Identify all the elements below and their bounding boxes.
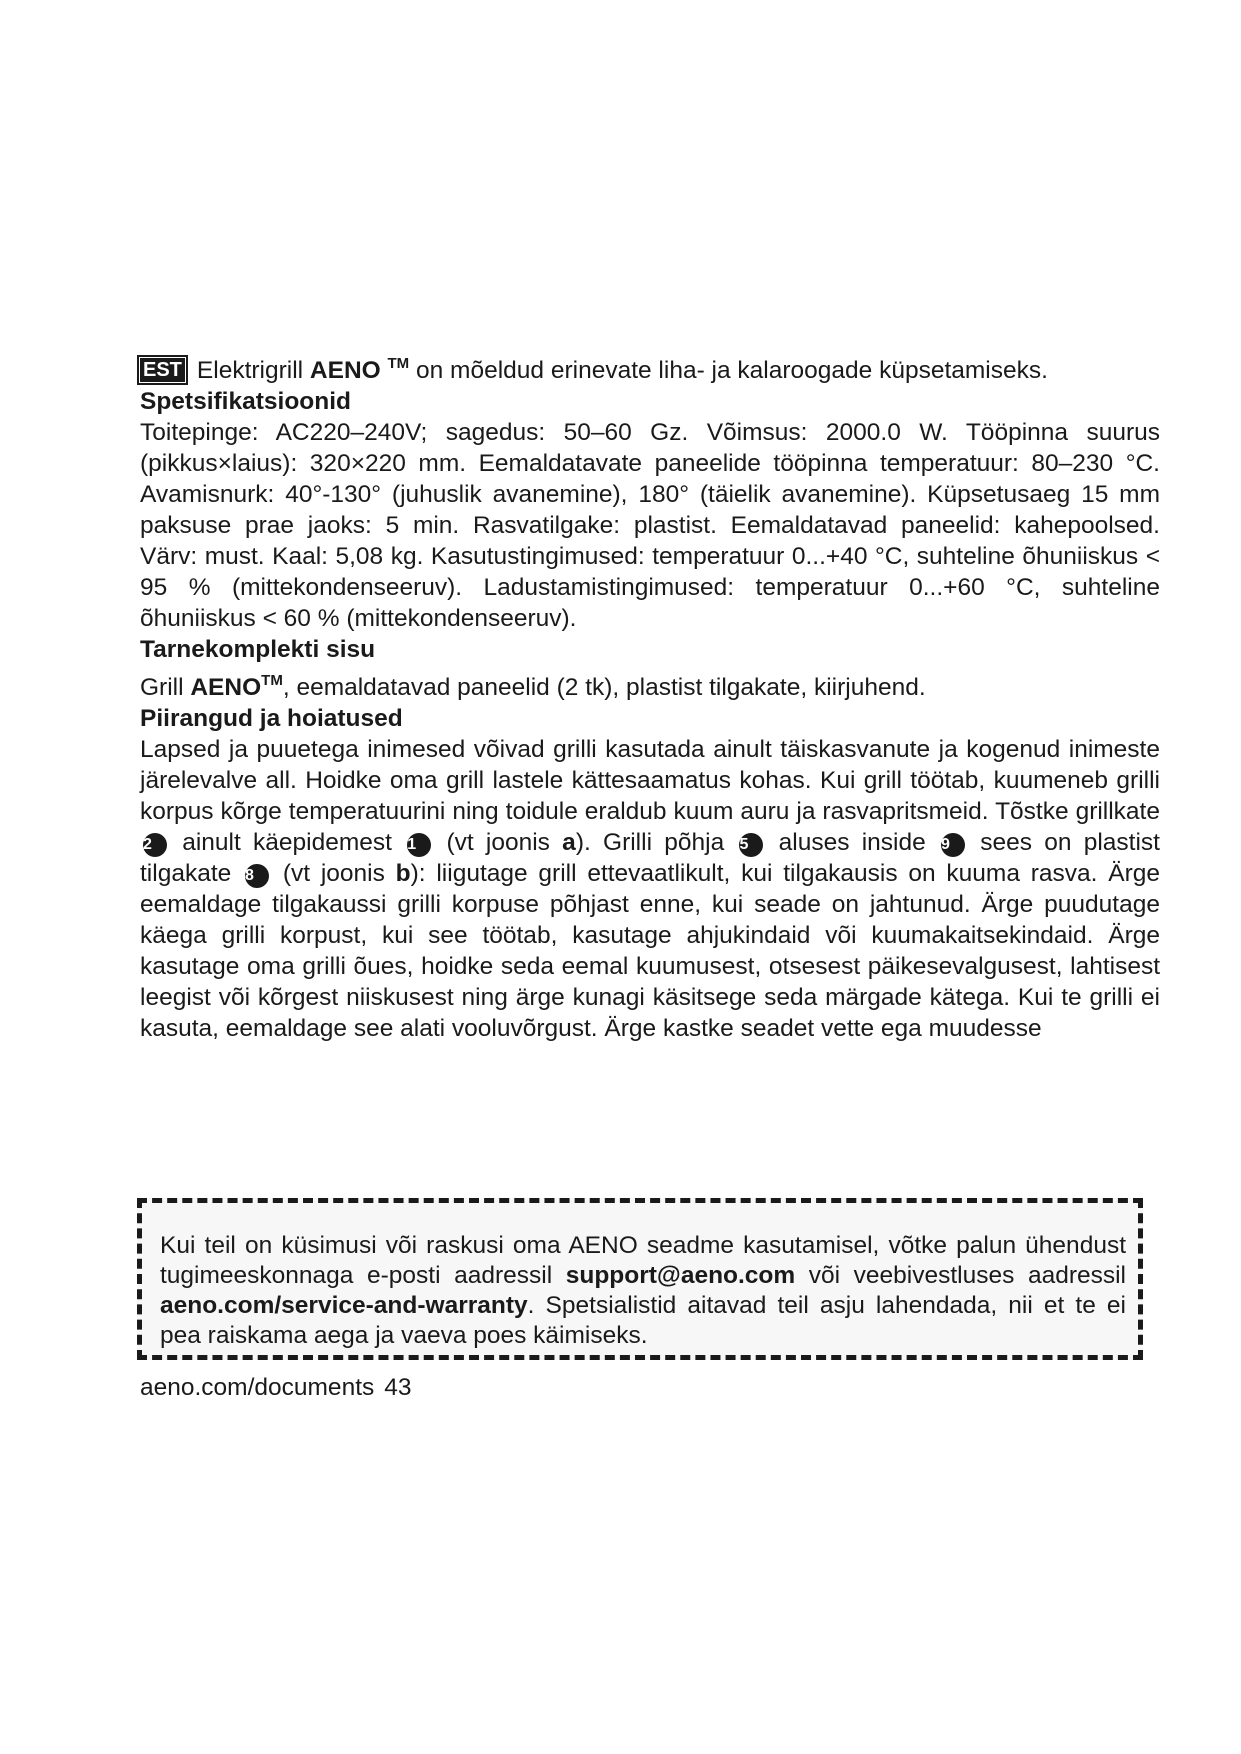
- specs-text: Toitepinge: AC220–240V; sagedus: 50–60 Gz. Võimsus: 2000.0 W. Tööpinna suurus (pikkus×laius): 320×220 mm. Eemaldatavate paneelide tööpinna temperatuur: 80–230 °C. Avamisnurk: 40°-130° (juhuslik avanemine), 180° (täielik avanemine). Küpsetusaeg 15 mm paksuse prae jaoks: 5 min. Rasvatilgake: plastist. Eemaldatavad paneelid: kahepoolsed. Värv: must. Kaal: 5,08 kg. Kasutustingimused: temperatuur 0...+40 °C, suhteline õhuniiskus < 95 % (mittekondenseeruv). Ladustamistingimused: temperatuur 0...+60 °C, suhteline õhuniiskus < 60 % (mittekondenseeruv).: [140, 419, 1160, 632]
- intro-brand: AENO: [309, 357, 381, 384]
- callout-1-icon: 1: [407, 833, 431, 857]
- service-warranty-link[interactable]: aeno.com/service-and-warranty: [160, 1291, 528, 1319]
- package-text: [140, 665, 1160, 703]
- support-email-link[interactable]: support@aeno.com: [565, 1261, 796, 1289]
- intro-text-after: on mõeldud erinevate liha- ja kalaroogade küpsetamiseks.: [409, 357, 1048, 384]
- warnings-part-1: Lapsed ja puuetega inimesed võivad grilli kasutada ainult täiskasvanute ja kogenud inimeste järelevalve all. Hoidke oma grill lastele kättesaamatus kohas. Kui grill töötab, kuumeneb grilli korpus kõrge temperatuurini ning toidule eraldub kuum auru ja rasvapritsmeid. Tõstke grillkate: [140, 736, 1160, 825]
- language-badge: EST: [140, 358, 185, 382]
- notice-part-3: . Spetsialistid aitavad teil asju lahendada, nii et te ei pea raiskama aega ja vaeva poes käimiseks.: [160, 1291, 1126, 1349]
- warnings-heading: Piirangud ja hoiatused: [140, 705, 403, 732]
- page-footer: [140, 1373, 412, 1403]
- package-heading: Tarnekomplekti sisu: [140, 636, 376, 663]
- support-notice-box: [137, 1198, 1143, 1360]
- figure-a-ref: a: [562, 829, 576, 856]
- specs-heading: Spetsifikatsioonid: [140, 388, 352, 415]
- notice-part-1: Kui teil on küsimusi või raskusi oma AENO seadme kasutamisel, võtke palun ühendust tugimeeskonnaga e-posti aadressil: [160, 1231, 1126, 1289]
- support-notice-text: [160, 1231, 1126, 1351]
- callout-5-icon: 5: [739, 833, 763, 857]
- callout-8-icon: 8: [245, 864, 269, 888]
- intro-text-before: Elektrigrill: [196, 357, 310, 384]
- page-number: 43: [384, 1374, 412, 1401]
- warnings-text: [140, 734, 1160, 1044]
- intro-trademark: TM: [387, 355, 410, 372]
- callout-2-icon: 2: [143, 833, 167, 857]
- warnings-part-7: (vt joonis: [272, 860, 396, 887]
- warnings-part-5: aluses inside: [766, 829, 938, 856]
- package-brand: AENO: [190, 674, 262, 701]
- warnings-part-6: sees on plastist tilgakate: [140, 829, 1160, 887]
- package-trademark: TM: [261, 672, 283, 689]
- notice-part-2: või veebivestluses aadressil: [795, 1261, 1126, 1289]
- intro-paragraph: [140, 348, 1160, 386]
- page-body: [140, 348, 1160, 1044]
- warnings-part-8: ): liigutage grill ettevaatlikult, kui tilgakausis on kuuma rasva. Ärge eemaldage tilgakaussi grilli korpuse põhjast enne, kui seade on jahtunud. Ärge puudutage käega grilli korpust, kui see töötab, kasutage ahjukindaid või kuumakaitsekindaid. Ärge kasutage oma grilli õues, hoidke seda eemal kuumusest, otsesest päikesevalgusest, lahtisest leegist või kõrgest niiskusest ning ärge kunagi käsitsege seda märgade kätega. Kui te grilli ei kasuta, eemaldage see alati vooluvõrgust. Ärge kastke seadet vette ega muudesse: [140, 860, 1160, 1042]
- warnings-part-2: ainult käepidemest: [170, 829, 405, 856]
- figure-b-ref: b: [395, 860, 411, 887]
- package-text-after: , eemaldatavad paneelid (2 tk), plastist tilgakate, kiirjuhend.: [282, 674, 926, 701]
- warnings-part-4: ). Grilli põhja: [575, 829, 737, 856]
- documents-link[interactable]: aeno.com/documents: [140, 1374, 375, 1401]
- callout-9-icon: 9: [941, 833, 965, 857]
- warnings-part-3: (vt joonis: [434, 829, 563, 856]
- package-text-before: Grill: [140, 674, 191, 701]
